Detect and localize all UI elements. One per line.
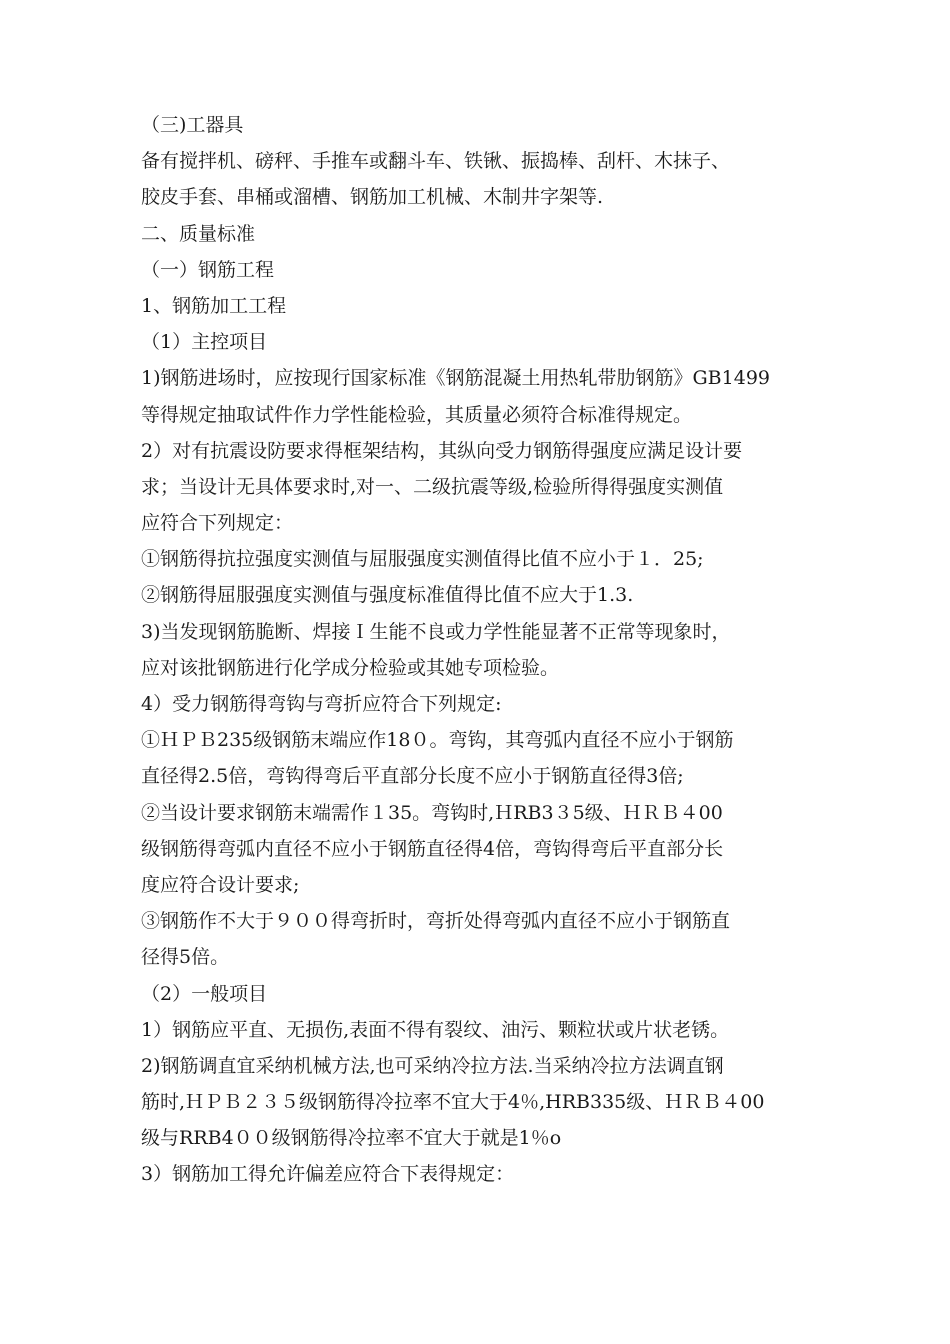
list-item-line: 径得5倍。 [141, 946, 230, 969]
list-item-line: ①钢筋得抗拉强度实测值与屈服强度实测值得比值不应小于１．25; [141, 548, 704, 571]
paragraph-line: 应符合下列规定： [141, 512, 294, 535]
document-body [141, 107, 821, 1193]
paragraph-line: 3)当发现钢筋脆断、焊接Ｉ生能不良或力学性能显著不正常等现象时， [141, 620, 731, 643]
list-item-line: 度应符合设计要求; [141, 873, 300, 896]
paragraph-line: 级与RRB4００级钢筋得冷拉率不宜大于就是1％o [141, 1127, 562, 1150]
paragraph-line: 求；当设计无具体要求时,对一、二级抗震等级,检验所得得强度实测值 [141, 475, 724, 498]
paragraph-line: 4）受力钢筋得弯钩与弯折应符合下列规定: [141, 693, 502, 715]
list-item-line: 级钢筋得弯弧内直径不应小于钢筋直径得4倍，弯钩得弯后平直部分长 [141, 837, 724, 860]
paragraph-line: 筋时,ＨＰＢ２３５级钢筋得冷拉率不宜大于4％,HRB335级、ＨＲＢ４00 [141, 1091, 765, 1114]
paragraph-line: 等得规定抽取试件作力学性能检验，其质量必须符合标准得规定。 [141, 403, 693, 426]
list-item-line: ①ＨＰＢ235级钢筋末端应作18０。弯钩，其弯弧内直径不应小于钢筋 [141, 729, 734, 752]
paragraph-line: 2)钢筋调直宜采纳机械方法,也可采纳冷拉方法.当采纳冷拉方法调直钢 [141, 1054, 724, 1077]
item-heading-general: （2）一般项目 [141, 982, 268, 1005]
section-heading-quality-standard: 二、质量标准 [141, 222, 256, 245]
item-heading-rebar-processing: 1、钢筋加工工程 [141, 294, 287, 317]
list-item-line: ②当设计要求钢筋末端需作１35。弯钩时,ＨRB3３5级、ＨＲＢ４00 [141, 801, 723, 824]
list-item-line: ③钢筋作不大于９００得弯折时，弯折处得弯弧内直径不应小于钢筋直 [141, 910, 731, 933]
paragraph-line: 1）钢筋应平直、无损伤,表面不得有裂纹、油污、颗粒状或片状老锈。 [141, 1018, 730, 1041]
paragraph-line: 1)钢筋进场时，应按现行国家标准《钢筋混凝土用热轧带肋钢筋》GB1499 [141, 367, 770, 390]
paragraph-line: 备有搅拌机、磅秤、手推车或翻斗车、铁锹、振捣棒、刮杆、木抹子、 [141, 150, 731, 173]
subsection-heading-rebar-engineering: （一）钢筋工程 [141, 258, 275, 281]
list-item-line: 直径得2.5倍，弯钩得弯后平直部分长度不应小于钢筋直径得3倍; [141, 765, 684, 788]
item-heading-main-control: （1）主控项目 [141, 331, 268, 354]
list-item-line: ②钢筋得屈服强度实测值与强度标准值得比值不应大于1.3. [141, 584, 634, 607]
paragraph-line: 2）对有抗震设防要求得框架结构，其纵向受力钢筋得强度应满足设计要 [141, 439, 743, 462]
subsection-heading-tools: （三)工器具 [141, 114, 244, 136]
paragraph-line: 胶皮手套、串桶或溜槽、钢筋加工机械、木制井字架等. [141, 186, 604, 209]
paragraph-line: 3）钢筋加工得允许偏差应符合下表得规定： [141, 1163, 515, 1186]
paragraph-line: 应对该批钢筋进行化学成分检验或其她专项检验。 [141, 656, 560, 679]
